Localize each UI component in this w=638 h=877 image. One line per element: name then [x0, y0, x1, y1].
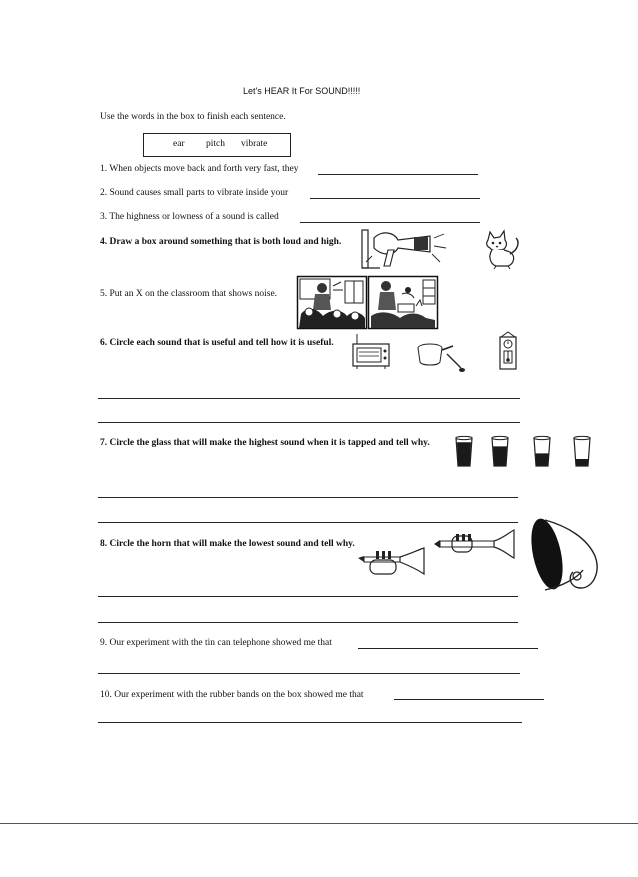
answer-line-9b[interactable]	[98, 673, 520, 674]
word-ear: ear	[173, 139, 185, 149]
quiet-classroom-icon[interactable]	[368, 276, 438, 329]
clock-icon[interactable]	[497, 331, 519, 371]
page-title: Let's HEAR It For SOUND!!!!!	[243, 86, 361, 96]
cornet-icon[interactable]	[358, 548, 426, 578]
tuba-icon[interactable]	[527, 516, 605, 596]
answer-line-7b[interactable]	[98, 522, 518, 523]
question-9: 9. Our experiment with the tin can telephone showed me that	[100, 638, 332, 648]
answer-line-10a[interactable]	[394, 699, 544, 700]
question-2: 2. Sound causes small parts to vibrate inside your	[100, 188, 289, 198]
question-3: 3. The highness or lowness of a sound is called	[100, 212, 279, 222]
answer-line-6b[interactable]	[98, 422, 520, 423]
answer-line-8b[interactable]	[98, 622, 518, 623]
question-6: 6. Circle each sound that is useful and tell how it is useful.	[100, 338, 334, 348]
answer-line-9a[interactable]	[358, 648, 538, 649]
glass-icon-2[interactable]	[492, 436, 508, 466]
word-pitch: pitch	[206, 139, 225, 149]
answer-line-1[interactable]	[318, 174, 478, 175]
radio-icon[interactable]	[351, 334, 391, 370]
glass-icon-1[interactable]	[456, 436, 472, 466]
answer-line-6a[interactable]	[98, 398, 520, 399]
answer-line-3[interactable]	[300, 222, 480, 223]
answer-line-2[interactable]	[310, 198, 480, 199]
word-vibrate: vibrate	[241, 139, 268, 149]
instruction-text: Use the words in the box to finish each sentence.	[100, 112, 286, 122]
word-box	[143, 133, 291, 157]
question-5: 5. Put an X on the classroom that shows noise.	[100, 289, 278, 299]
pot-spoon-icon[interactable]	[417, 340, 467, 374]
trumpet-icon[interactable]	[432, 530, 516, 558]
question-4: 4. Draw a box around something that is both loud and high.	[100, 237, 342, 247]
answer-line-8a[interactable]	[98, 596, 518, 597]
answer-line-10b[interactable]	[98, 722, 522, 723]
page-bottom-line	[0, 823, 638, 824]
glass-icon-4[interactable]	[574, 436, 590, 466]
question-8: 8. Circle the horn that will make the lowest sound and tell why.	[100, 539, 355, 549]
glass-icon-3[interactable]	[534, 436, 550, 466]
question-7: 7. Circle the glass that will make the highest sound when it is tapped and tell why.	[100, 438, 430, 448]
noisy-classroom-icon[interactable]	[297, 276, 367, 329]
answer-line-7a[interactable]	[98, 497, 518, 498]
hair-dryer-icon[interactable]	[360, 226, 450, 271]
glasses-group	[452, 434, 602, 470]
question-1: 1. When objects move back and forth very fast, they	[100, 164, 299, 174]
question-10: 10. Our experiment with the rubber bands on the box showed me that	[100, 690, 364, 700]
cat-icon[interactable]	[478, 230, 522, 270]
